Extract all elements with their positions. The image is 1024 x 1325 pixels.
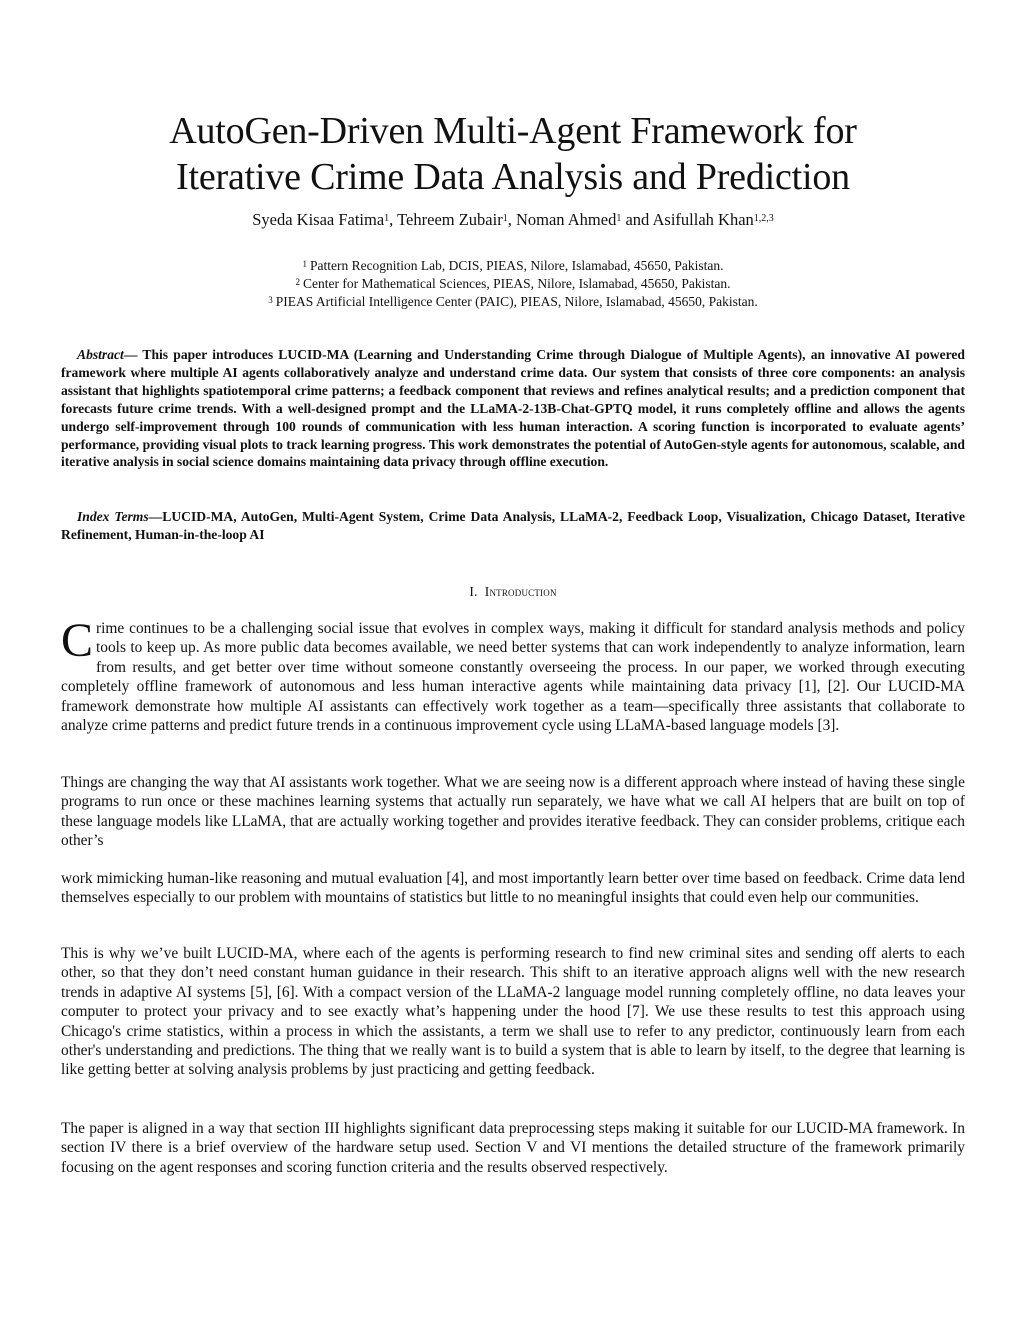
affiliation-line <box>61 293 965 311</box>
abstract <box>61 346 965 471</box>
abstract-text: This paper introduces LUCID-MA (Learning and Understanding Crime through Dialogue of Multiple Agents), an innovative AI powered framework where multiple AI agents collaboratively analyze and understand crime data. Our system that consists of three core components: an analysis assistant that highlights spatiotemporal crime patterns; a feedback component that reviews and refines analytical results; and a prediction component that forecasts future crime trends. With a well-designed prompt and the LLaMA-2-13B-Chat-GPTQ model, it runs completely offline and allows the agents undergo self-improvement through 100 rounds of communication with less human interaction. A scoring function is incorporated to evaluate agents’ performance, providing visual plots to track learning progress. This work demonstrates the potential of AutoGen-style agents for autonomous, scalable, and iterative analysis in social science domains maintaining data privacy through offline execution. <box>61 347 965 470</box>
affiliation-mark: 2 <box>295 277 301 287</box>
author-name: Noman Ahmed <box>515 210 617 229</box>
author-name: Syeda Kisaa Fatima <box>252 210 385 229</box>
affiliation-mark: 1 <box>302 259 307 269</box>
affiliation-line <box>61 257 965 275</box>
affiliation-list <box>61 257 965 311</box>
affiliation-line <box>61 275 965 293</box>
section-number: I. <box>469 584 478 599</box>
affiliation-text: Center for Mathematical Sciences, PIEAS, Nilore, Islamabad, 45650, Pakistan. <box>303 276 731 291</box>
section-heading-introduction <box>61 583 965 601</box>
paragraph-text: rime continues to be a challenging social issue that evolves in complex ways, making it difficult for standard analysis methods and policy tools to keep up. As more public data becomes available, we need better systems that can work independently to analyze information, learn from results, and get better over time without someone constantly overseeing the process. In our paper, we worked through executing completely offline framework of autonomous and less human interactive agents while maintaining data privacy [1], [2]. Our LUCID-MA framework demonstrate how multiple AI assistants can effectively work together as a team—specifically three assistants that collaborate to analyze crime patterns and predict future trends in a continuous improvement cycle using LLaMA-based language models [3]. <box>61 620 965 735</box>
intro-paragraph-4: This is why we’ve built LUCID-MA, where each of the agents is performing research to find new criminal sites and sending off alerts to each other, so that they don’t need constant human guidance in their research. This shift to an iterative approach aligns well with the new research trends in adaptive AI systems [5], [6]. With a compact version of the LLaMA-2 language model running completely offline, no data leaves your computer to protect your privacy and to see exactly what’s happening under the hood [7]. We use these results to test this approach using Chicago's crime statistics, within a process in which the assistants, a term we shall use to refer to any predictor, continuously learn from each other's understanding and predictions. The thing that we really want is to build a system that is able to learn by itself, to the degree that learning is like getting better at solving analysis problems by just practicing and getting feedback. <box>61 945 965 1079</box>
affiliation-mark: 3 <box>268 295 273 305</box>
intro-paragraph-1 <box>61 614 965 735</box>
affiliation-text: PIEAS Artificial Intelligence Center (PAIC), PIEAS, Nilore, Islamabad, 45650, Pakistan. <box>275 294 758 309</box>
abstract-label: Abstract <box>77 347 124 362</box>
index-terms <box>61 508 965 544</box>
author-affil-mark: 1 <box>616 213 622 224</box>
intro-paragraph-5: The paper is aligned in a way that section III highlights significant data preprocessing steps making it suitable for our LUCID-MA framework. In section IV there is a brief overview of the hardware setup used. Section V and VI mentions the detailed structure of the framework primarily focusing on the agent responses and scoring function criteria and the results observed respectively. <box>61 1120 965 1176</box>
author-separator: and <box>621 210 653 229</box>
index-terms-label: Index Terms <box>77 509 149 524</box>
title-line-2: Iterative Crime Data Analysis and Prediction <box>176 156 850 198</box>
title-line-1: AutoGen-Driven Multi-Agent Framework for <box>169 110 857 152</box>
section-title: Introduction <box>484 584 557 599</box>
author-affil-mark: 1 <box>384 213 390 224</box>
drop-cap: C <box>61 614 94 667</box>
intro-paragraph-2: Things are changing the way that AI assistants work together. What we are seeing now is a different approach where instead of having these single programs to run once or these machines learning systems that actually run separately, we have what we call AI helpers that are built on top of these language models like LLaMA, that are actually working together and provides iterative feedback. They can consider problems, critique each other’s <box>61 774 965 850</box>
abstract-dash: — <box>123 347 143 362</box>
author-list <box>61 209 965 231</box>
affiliation-text: Pattern Recognition Lab, DCIS, PIEAS, Nilore, Islamabad, 45650, Pakistan. <box>309 258 724 273</box>
author-separator: , <box>507 210 516 229</box>
author-affil-mark: 1,2,3 <box>753 213 774 224</box>
index-terms-text: —LUCID-MA, AutoGen, Multi-Agent System, Crime Data Analysis, LLaMA-2, Feedback Loop, Visualization, Chicago Dataset, Iterative Refinement, Human-in-the-loop AI <box>61 509 966 542</box>
author-affil-mark: 1 <box>502 213 508 224</box>
author-name: Asifullah Khan <box>652 210 754 229</box>
intro-paragraph-3: work mimicking human-like reasoning and mutual evaluation [4], and most importantly learn better over time based on feedback. Crime data lend themselves especially to our problem with mountains of statistics but little to no meaningful insights that could even help our communities. <box>61 870 965 907</box>
author-separator: , <box>389 210 398 229</box>
author-name: Tehreem Zubair <box>397 210 503 229</box>
paper-title <box>61 108 965 200</box>
